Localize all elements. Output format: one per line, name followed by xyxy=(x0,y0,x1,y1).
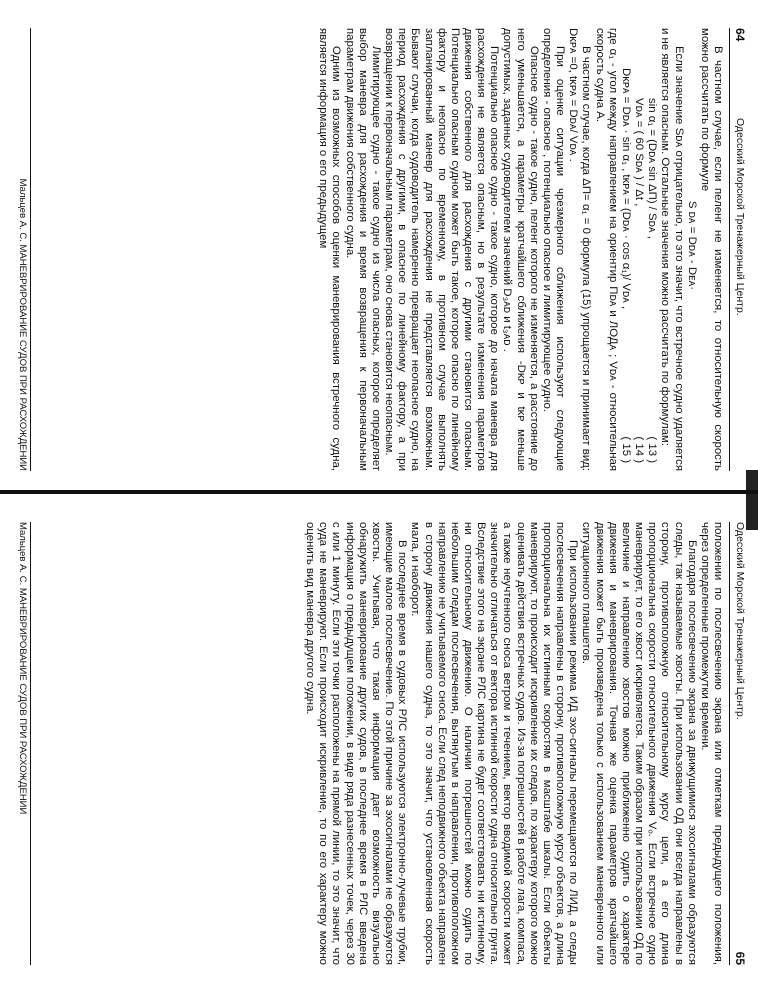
running-footer xyxy=(14,28,31,471)
paragraph: При использовании режима ИД эхо-сигналы перемещаются по ЛИД, а следы послесвечения направлены в сторону, противоположную курсу объектов, а длина пропорциональна их истинным скоростям в масштабе шкалы. Если объекты маневрируют, то происходит искривление их следов, по характеру которого можно оценивать действия встречных судов. Из-за погрешностей в работе лага, компаса, а также неучтенного сноса ветром и течением, вектор вводимой скорости может значительно отличаться от вектора истинной скорости судна относительно грунта. Вследствие этого на экране РЛС картина не будет соответствовать ни истинному, ни относительному движению. О наличии погрешностей можно судить по небольшим следам послесвечения, вытянутым в направлении, противоположном направлению не учитываемого сноса. Если след неподвижного объекта направлен в сторону движения нашего судна, то это значит, что установленная скорость мала, и наоборот. xyxy=(409,522,580,965)
paragraph: Благодаря послесвечению экрана за движущимися эхосигналами образуются следы, так называемые хвосты. При использовании ОД они всегда направлены в сторону, противоположную относительному курсу цели, а его длина пропорциональна скорости относительного движения Vₒ. Если встречное судно маневрирует, то его хвост искривляется. Таким образом при использовании ОД по величине и направлению хвостов можно приближенно судить о характере движения и маневрирования. Точная же оценка параметров кратчайшего движения может быть произведена только с использованием маневренного или ситуационного планшетов. xyxy=(580,522,698,965)
formula: Dᴋᴘᴀ = Dᴅᴀ · sin α₁ , tᴋᴘᴀ = (Dᴅᴀ · cos α₁)/ Vᴅᴀ , xyxy=(619,68,632,310)
paragraph: Опасное судно - такое судно, пеленг которого не изменяется, а расстояние до него уменьшается, а параметры кратчайшего сближения -Dᴋᴘ и tᴋᴘ меньше допустимых, заданных судоводителем значений D₃ᴀᴅ и t₃ᴀᴅ . xyxy=(501,28,540,471)
paragraph: Лимитирующее судно - такое судно из числа опасных, которое определяет выбор маневра для расхождения и время возвращения к первоначальным параметрам движения собственного судна. xyxy=(343,28,382,471)
paragraph: В частном случае, когда ΔП= α₁ = 0 формула (15) упрощается и принимает вид: Dᴋᴘᴀ =0, tᴋᴘᴀ = Dᴅᴀ/ Vᴅᴀ . xyxy=(567,28,593,471)
header-title: Одесский Морской Тренажерный Центр. xyxy=(734,522,746,720)
paragraph: В последнее время в судовых РЛС используются электронно-лучевые трубки, имеющие малое послесвечение. По этой причине за эхосигналами не образуются хвосты. Учитывая, что такая информация дает возможность визуально обнаружить маневрирование других судов, в последнее время в РЛС введена информация о предыдущем положении, в виде ряда разнесенных точек, через 30 с или 1 минуту. Если эти точки расположены на прямой линии, то это значит, что суда не маневрируют. Если происходит искривление, то по его характеру можно оценить вид маневра другого судна. xyxy=(304,522,409,965)
footer-text: Мальцев А. С. МАНЕВРИРОВАНИЕ СУДОВ ПРИ РАСХОЖДЕНИИ xyxy=(17,178,28,471)
formula-row xyxy=(632,28,645,471)
header-title: Одесский Морской Тренажерный Центр. xyxy=(734,118,746,316)
paragraph: В частном случае, если пеленг не изменяется, то относительную скорость можно рассчитать по формуле xyxy=(698,28,724,471)
body-text xyxy=(40,28,724,471)
paragraph: Если значение Sᴅᴀ отрицательно, то это значит, что встречное судно удаляется и не является опасным. Остальные значения можно рассчитать по формулам: xyxy=(659,28,685,471)
formula-row xyxy=(645,28,658,471)
formula: Vᴅᴀ = ( 60 Sᴅᴀ ) / Δt , xyxy=(633,98,646,207)
formula-row xyxy=(619,28,632,471)
formula-row xyxy=(685,28,698,471)
page-64 xyxy=(0,0,758,493)
paragraph: При оценке ситуации чрезмерного сближения используют следующие определения - опасное , потенциально опасное и лимитирующее судно. xyxy=(540,28,567,471)
running-header xyxy=(729,28,750,471)
formula: S ᴅᴀ = Dᴅᴀ - Dᴇᴀ· xyxy=(685,200,698,291)
body-text xyxy=(40,522,724,965)
paragraph: Одним из возможных способов оценки маневрирования встречного судна, является информация о его предыдущем xyxy=(317,28,343,471)
running-header xyxy=(729,522,750,965)
running-footer xyxy=(14,522,31,965)
formula-number: ( 13 ) xyxy=(646,436,659,463)
formula-number: ( 14 ) xyxy=(633,436,646,463)
footer-text: Мальцев А. С. МАНЕВРИРОВАНИЕ СУДОВ ПРИ РАСХОЖДЕНИИ xyxy=(17,522,28,815)
paragraph: положении по послесвечению экрана или отметкам предыдущего положения, через определенные промежутки времени. xyxy=(698,522,724,965)
paragraph: где α₁ - угол между направлением на ориентир Пᴅᴀ и ЛОДᴀ ; Vᴅᴀ - относительная скорость судна А. xyxy=(593,28,619,471)
page-number: 64 xyxy=(733,28,747,42)
formula: sin α₁ = (Dᴅᴀ sin ΔП) / Sᴅᴀ , xyxy=(646,98,659,239)
page-number: 65 xyxy=(733,951,747,965)
paragraph: Потенциально опасное судно - такое судно, которое до начала маневра для расхождения не является опасным, но в результате изменения параметров движения собственного для расхождения с другими становится опасным. Потенциально опасным судном может быть такое, которое опасно по линейному фактору и неопасно по временному, в противном случае выполнять запланированный маневр для расхождения не представляется возможным. Бывают случаи, когда судоводитель намеренно превращает неопасное судно, на период расхождения с другими, в опасное по линейному фактору, а при возвращении к первоначальным параметрам, оно снова становится неопасным. xyxy=(383,28,501,471)
page-65 xyxy=(0,494,758,987)
formula-number: ( 15 ) xyxy=(619,436,632,463)
